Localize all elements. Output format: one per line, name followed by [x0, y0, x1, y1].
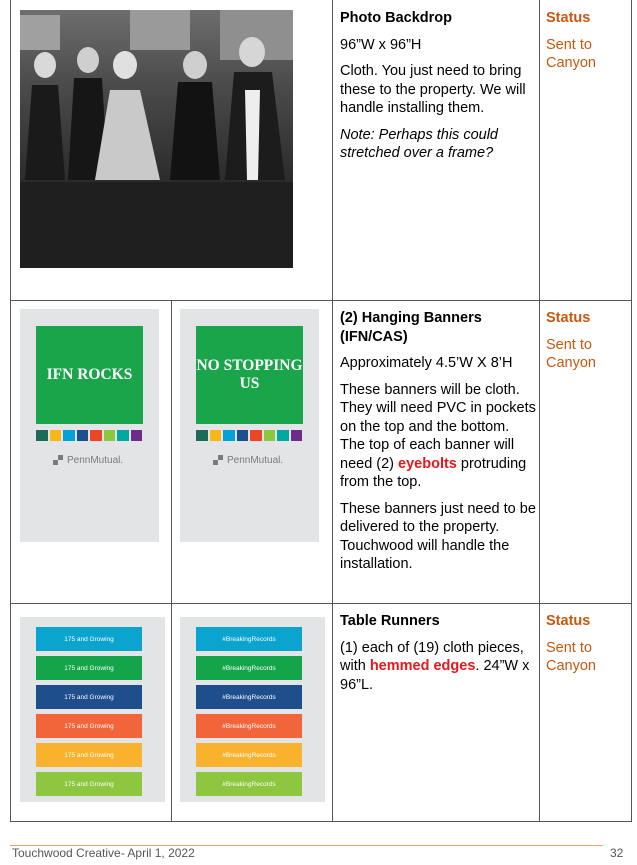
- color-swatch: [210, 430, 222, 441]
- color-swatch: [277, 430, 289, 441]
- highlight-eyebolts: eyebolts: [398, 455, 457, 472]
- status-value: Sent to Canyon: [546, 639, 596, 674]
- brand-name: PennMutual.: [227, 455, 284, 466]
- highlight-hemmed-edges: hemmed edges: [369, 658, 476, 674]
- column-divider-text: [332, 0, 333, 822]
- table-border-left: [10, 0, 11, 822]
- image-divider-row3: [171, 603, 172, 822]
- banner-brand: [213, 455, 283, 466]
- color-swatch: [63, 430, 75, 441]
- color-swatch: [36, 430, 48, 441]
- table-runners-status: [546, 612, 628, 684]
- pennmutual-logo-icon: [213, 455, 224, 466]
- description-text: (1) each of (19) cloth pieces, with: [340, 639, 524, 674]
- hanging-banners-details: [340, 309, 536, 582]
- column-divider-status: [539, 0, 540, 822]
- table-runner: 175 and Growing: [36, 685, 142, 709]
- hanging-banners-status: [546, 309, 628, 381]
- banner-headline: IFN ROCKS: [36, 326, 143, 424]
- photo-backdrop-image: [20, 10, 293, 268]
- color-swatch: [90, 430, 102, 441]
- pennmutual-logo-icon: [53, 455, 64, 466]
- banner-headline: NO STOPPING US: [196, 326, 303, 424]
- table-runner: 175 and Growing: [36, 656, 142, 680]
- runners-breaking-panel: [180, 617, 325, 802]
- runners-175-panel: [20, 617, 165, 802]
- item-title: Table Runners: [340, 613, 440, 629]
- table-border-bottom: [10, 821, 632, 822]
- footer-left: Touchwood Creative- April 1, 2022: [12, 846, 195, 860]
- description-text-end: . 24”W x 96”L.: [340, 658, 530, 693]
- description-text-end: protruding from the top.: [340, 455, 527, 490]
- table-runner: #BreakingRecords: [196, 772, 302, 796]
- color-swatch: [223, 430, 235, 441]
- item-title: (2) Hanging Banners (IFN/CAS): [340, 310, 482, 345]
- banner-cas: [180, 309, 319, 542]
- table-runner: #BreakingRecords: [196, 685, 302, 709]
- item-note: Note: Perhaps this could stretched over a frame?: [340, 126, 498, 161]
- photo-scene: [20, 10, 293, 182]
- color-swatch: [237, 430, 249, 441]
- item-title: Photo Backdrop: [340, 10, 452, 26]
- color-swatch: [196, 430, 208, 441]
- status-label: Status: [546, 310, 591, 326]
- color-swatch: [77, 430, 89, 441]
- table-runner: #BreakingRecords: [196, 656, 302, 680]
- banner-brand: [53, 455, 123, 466]
- table-runner: #BreakingRecords: [196, 714, 302, 738]
- table-runner: #BreakingRecords: [196, 627, 302, 651]
- item-description-2: These banners just need to be delivered to the property. Touchwood will handle the installation.: [340, 500, 536, 572]
- item-description: [340, 639, 536, 695]
- row-divider-1: [10, 300, 632, 301]
- item-size: 96”W x 96”H: [340, 36, 422, 53]
- status-label: Status: [546, 613, 591, 629]
- image-divider-row2: [171, 300, 172, 603]
- status-value: Sent to Canyon: [546, 336, 596, 371]
- status-value: Sent to Canyon: [546, 36, 596, 71]
- photo-backdrop-status: [546, 9, 628, 81]
- color-swatch: [131, 430, 143, 441]
- table-runners-details: [340, 612, 536, 702]
- table-runner: 175 and Growing: [36, 743, 142, 767]
- color-swatch: [250, 430, 262, 441]
- color-swatch: [104, 430, 116, 441]
- photo-people-silhouettes: [20, 10, 293, 182]
- banner-swatches: [36, 430, 142, 441]
- color-swatch: [50, 430, 62, 441]
- banner-ifn: [20, 309, 159, 542]
- banner-swatches: [196, 430, 302, 441]
- item-size: Approximately 4.5’W X 8’H: [340, 355, 513, 371]
- table-runner: 175 and Growing: [36, 627, 142, 651]
- table-border-right: [631, 0, 632, 822]
- page-number: 32: [610, 846, 624, 860]
- item-description: [340, 381, 536, 492]
- photo-backdrop-details: [340, 9, 535, 171]
- status-label: Status: [546, 10, 591, 26]
- brand-name: PennMutual.: [67, 455, 124, 466]
- table-runner: 175 and Growing: [36, 772, 142, 796]
- row-divider-2: [10, 603, 632, 604]
- table-runner: 175 and Growing: [36, 714, 142, 738]
- color-swatch: [264, 430, 276, 441]
- color-swatch: [291, 430, 303, 441]
- item-description: Cloth. You just need to bring these to the property. We will handle installing them.: [340, 63, 526, 116]
- table-runner: #BreakingRecords: [196, 743, 302, 767]
- description-text: These banners will be cloth. They will need PVC in pockets on the top and the bottom. The top of each banner will need (2): [340, 381, 536, 472]
- color-swatch: [117, 430, 129, 441]
